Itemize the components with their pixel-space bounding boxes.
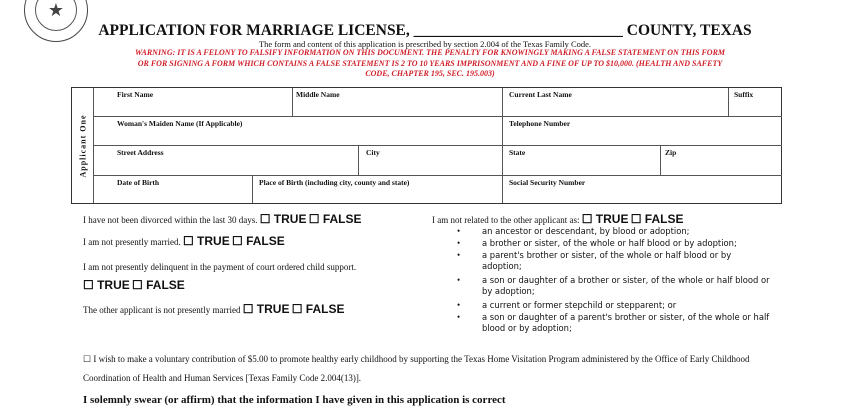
- contribution-checkbox[interactable]: ☐ I wish to make a voluntary contribution of $5.00 to promote healthy early childhood by supporting the Texas Home Visitation Program administered by the Office of Early Childhood Coordination of Health and Human Services [Texas Family Code 2.004(13)].: [83, 354, 750, 383]
- zip-field[interactable]: Zip: [665, 148, 677, 157]
- related-statement: I am not related to the other applicant as: ☐ TRUE ☐ FALSE: [432, 212, 684, 226]
- false-checkbox[interactable]: ☐ FALSE: [308, 212, 362, 226]
- true-checkbox[interactable]: ☐ TRUE: [182, 234, 230, 248]
- divorced-statement: I have not been divorced within the last 30 days. ☐ TRUE ☐ FALSE: [83, 212, 362, 226]
- oath-text: I solemnly swear (or affirm) that the information I have given in this application is correct: [83, 394, 506, 406]
- city-field[interactable]: City: [366, 148, 380, 157]
- suffix-field[interactable]: Suffix: [734, 90, 754, 99]
- true-checkbox[interactable]: ☐ TRUE: [581, 212, 629, 226]
- star-icon: ★: [35, 0, 77, 31]
- false-checkbox[interactable]: ☐ FALSE: [132, 278, 185, 292]
- true-checkbox[interactable]: ☐ TRUE: [242, 302, 290, 316]
- subtitle: The form and content of this application is prescribed by section 2.004 of the Texas Family Code.: [258, 39, 592, 49]
- false-checkbox[interactable]: ☐ FALSE: [630, 212, 684, 226]
- last-name-field[interactable]: Current Last Name: [509, 90, 572, 99]
- telephone-field[interactable]: Telephone Number: [509, 119, 571, 128]
- applicant-one-table: [71, 87, 782, 204]
- delinquent-statement: I am not presently delinquent in the payment of court ordered child support.: [83, 262, 357, 272]
- list-item: an ancestor or descendant, by blood or adoption;: [482, 226, 690, 236]
- middle-name-field[interactable]: Middle Name: [296, 90, 340, 99]
- first-name-field[interactable]: First Name: [117, 90, 154, 99]
- false-checkbox[interactable]: ☐ FALSE: [291, 302, 345, 316]
- list-item: a son or daughter of a brother or sister, of the whole or half blood or by adoption;: [482, 275, 770, 296]
- list-item: a brother or sister, of the whole or half blood or by adoption;: [482, 238, 737, 248]
- date-of-birth-field[interactable]: Date of Birth: [117, 178, 160, 187]
- list-item: a parent's brother or sister, of the whole or half blood or by adoption;: [482, 250, 732, 271]
- maiden-name-field[interactable]: Woman's Maiden Name (If Applicable): [117, 119, 243, 128]
- other-married-statement: The other applicant is not presently married ☐ TRUE ☐ FALSE: [83, 302, 345, 316]
- list-item: a current or former stepchild or stepparent; or: [482, 300, 677, 310]
- street-address-field[interactable]: Street Address: [117, 148, 164, 157]
- page-title: APPLICATION FOR MARRIAGE LICENSE, ___________________________ COUNTY, TEXAS: [98, 22, 752, 39]
- place-of-birth-field[interactable]: Place of Birth (including city, county and state): [259, 178, 410, 187]
- list-item: a son or daughter of a parent's brother or sister, of the whole or half blood or by adoption;: [482, 312, 770, 333]
- married-statement: I am not presently married. ☐ TRUE ☐ FALSE: [83, 234, 285, 248]
- ssn-field[interactable]: Social Security Number: [509, 178, 586, 187]
- warning-text: WARNING: IT IS A FELONY TO FALSIFY INFORMATION ON THIS DOCUMENT. THE PENALTY FOR KNOWINGLY MAKING A FALSE STATEMENT ON THIS FORM OR FOR SIGNING A FORM WHICH CONTAINS A FALSE STATEMENT IS 2 TO 10 YEARS IMPRISONMENT AND A FINE OF UP TO $10,000. (HEALTH AND SAFETY CODE, CHAPTER 195, SEC. 195.003): [134, 48, 726, 78]
- true-checkbox[interactable]: ☐ TRUE: [83, 278, 130, 292]
- state-field[interactable]: State: [509, 148, 526, 157]
- section-label: Applicant One: [78, 113, 88, 178]
- true-checkbox[interactable]: ☐ TRUE: [259, 212, 307, 226]
- false-checkbox[interactable]: ☐ FALSE: [231, 234, 285, 248]
